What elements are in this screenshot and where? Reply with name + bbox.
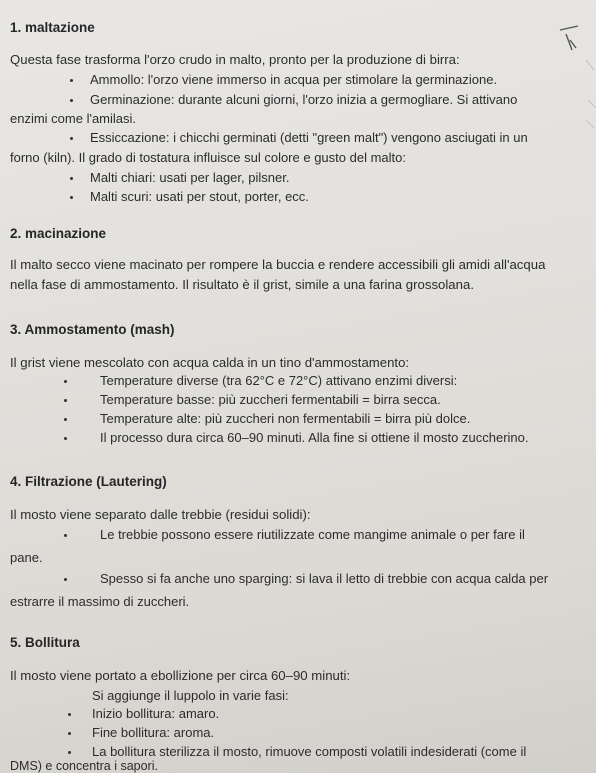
list-item-continuation: forno (kiln). Il grado di tostatura influisce sul colore e gusto del malto: bbox=[10, 150, 406, 165]
section-1-title: 1. maltazione bbox=[10, 20, 95, 35]
section-3-intro: Il grist viene mescolato con acqua calda in un tino d'ammostamento: bbox=[10, 355, 410, 370]
list-item: Temperature basse: più zuccheri fermentabili = birra secca. bbox=[100, 392, 441, 407]
list-item-continuation: pane. bbox=[10, 550, 43, 565]
bullet-icon bbox=[64, 437, 67, 440]
bullet-icon bbox=[70, 196, 73, 199]
list-item: Inizio bollitura: amaro. bbox=[92, 706, 220, 721]
list-item: La bollitura sterilizza il mosto, rimuove composti volatili indesiderati (come il bbox=[92, 744, 527, 759]
list-item: Il processo dura circa 60–90 minuti. Alla fine si ottiene il mosto zuccherino. bbox=[100, 430, 529, 445]
bullet-icon bbox=[68, 732, 71, 735]
list-item: Fine bollitura: aroma. bbox=[92, 725, 215, 740]
list-item: Le trebbie possono essere riutilizzate come mangime animale o per fare il bbox=[100, 527, 525, 542]
list-item: Temperature diverse (tra 62°C e 72°C) attivano enzimi diversi: bbox=[100, 373, 458, 388]
list-item-continuation: estrarre il massimo di zuccheri. bbox=[10, 594, 190, 609]
list-item: Spesso si fa anche uno sparging: si lava il letto di trebbie con acqua calda per bbox=[100, 571, 549, 586]
section-3-title: 3. Ammostamento (mash) bbox=[10, 322, 175, 337]
list-item: Ammollo: l'orzo viene immerso in acqua per stimolare la germinazione. bbox=[90, 72, 498, 87]
bullet-icon bbox=[64, 399, 67, 402]
bullet-icon bbox=[64, 418, 67, 421]
list-item: Malti scuri: usati per stout, porter, ecc. bbox=[90, 189, 309, 204]
pencil-mark-icon bbox=[556, 0, 596, 160]
section-4-title: 4. Filtrazione (Lautering) bbox=[10, 474, 167, 489]
bullet-icon bbox=[70, 79, 73, 82]
list-item: Malti chiari: usati per lager, pilsner. bbox=[90, 170, 290, 185]
bullet-icon bbox=[64, 534, 67, 537]
bullet-icon bbox=[70, 137, 73, 140]
list-item: Germinazione: durante alcuni giorni, l'orzo inizia a germogliare. Si attivano bbox=[90, 92, 518, 107]
section-2-title: 2. macinazione bbox=[10, 226, 107, 241]
list-item-continuation: DMS) e concentra i sapori. bbox=[10, 759, 158, 773]
bullet-icon bbox=[64, 578, 67, 581]
bullet-icon bbox=[64, 380, 67, 383]
section-2-text: nella fase di ammostamento. Il risultato è il grist, simile a una farina grossolana. bbox=[10, 277, 474, 292]
list-item: Temperature alte: più zuccheri non fermentabili = birra più dolce. bbox=[100, 411, 471, 426]
list-item: Essiccazione: i chicchi germinati (detti "green malt") vengono asciugati in un bbox=[90, 130, 528, 145]
bullet-icon bbox=[70, 99, 73, 102]
list-item: Si aggiunge il luppolo in varie fasi: bbox=[92, 688, 289, 703]
list-item-continuation: enzimi come l'amilasi. bbox=[10, 111, 137, 126]
section-4-intro: Il mosto viene separato dalle trebbie (residui solidi): bbox=[10, 507, 311, 522]
bullet-icon bbox=[68, 713, 71, 716]
section-2-text: Il malto secco viene macinato per rompere la buccia e rendere accessibili gli amidi all'acqua bbox=[10, 257, 546, 272]
bullet-icon bbox=[70, 177, 73, 180]
section-5-intro: Il mosto viene portato a ebollizione per circa 60–90 minuti: bbox=[10, 668, 351, 683]
section-1-intro: Questa fase trasforma l'orzo crudo in malto, pronto per la produzione di birra: bbox=[10, 52, 460, 67]
bullet-icon bbox=[68, 751, 71, 754]
section-5-title: 5. Bollitura bbox=[10, 635, 80, 650]
